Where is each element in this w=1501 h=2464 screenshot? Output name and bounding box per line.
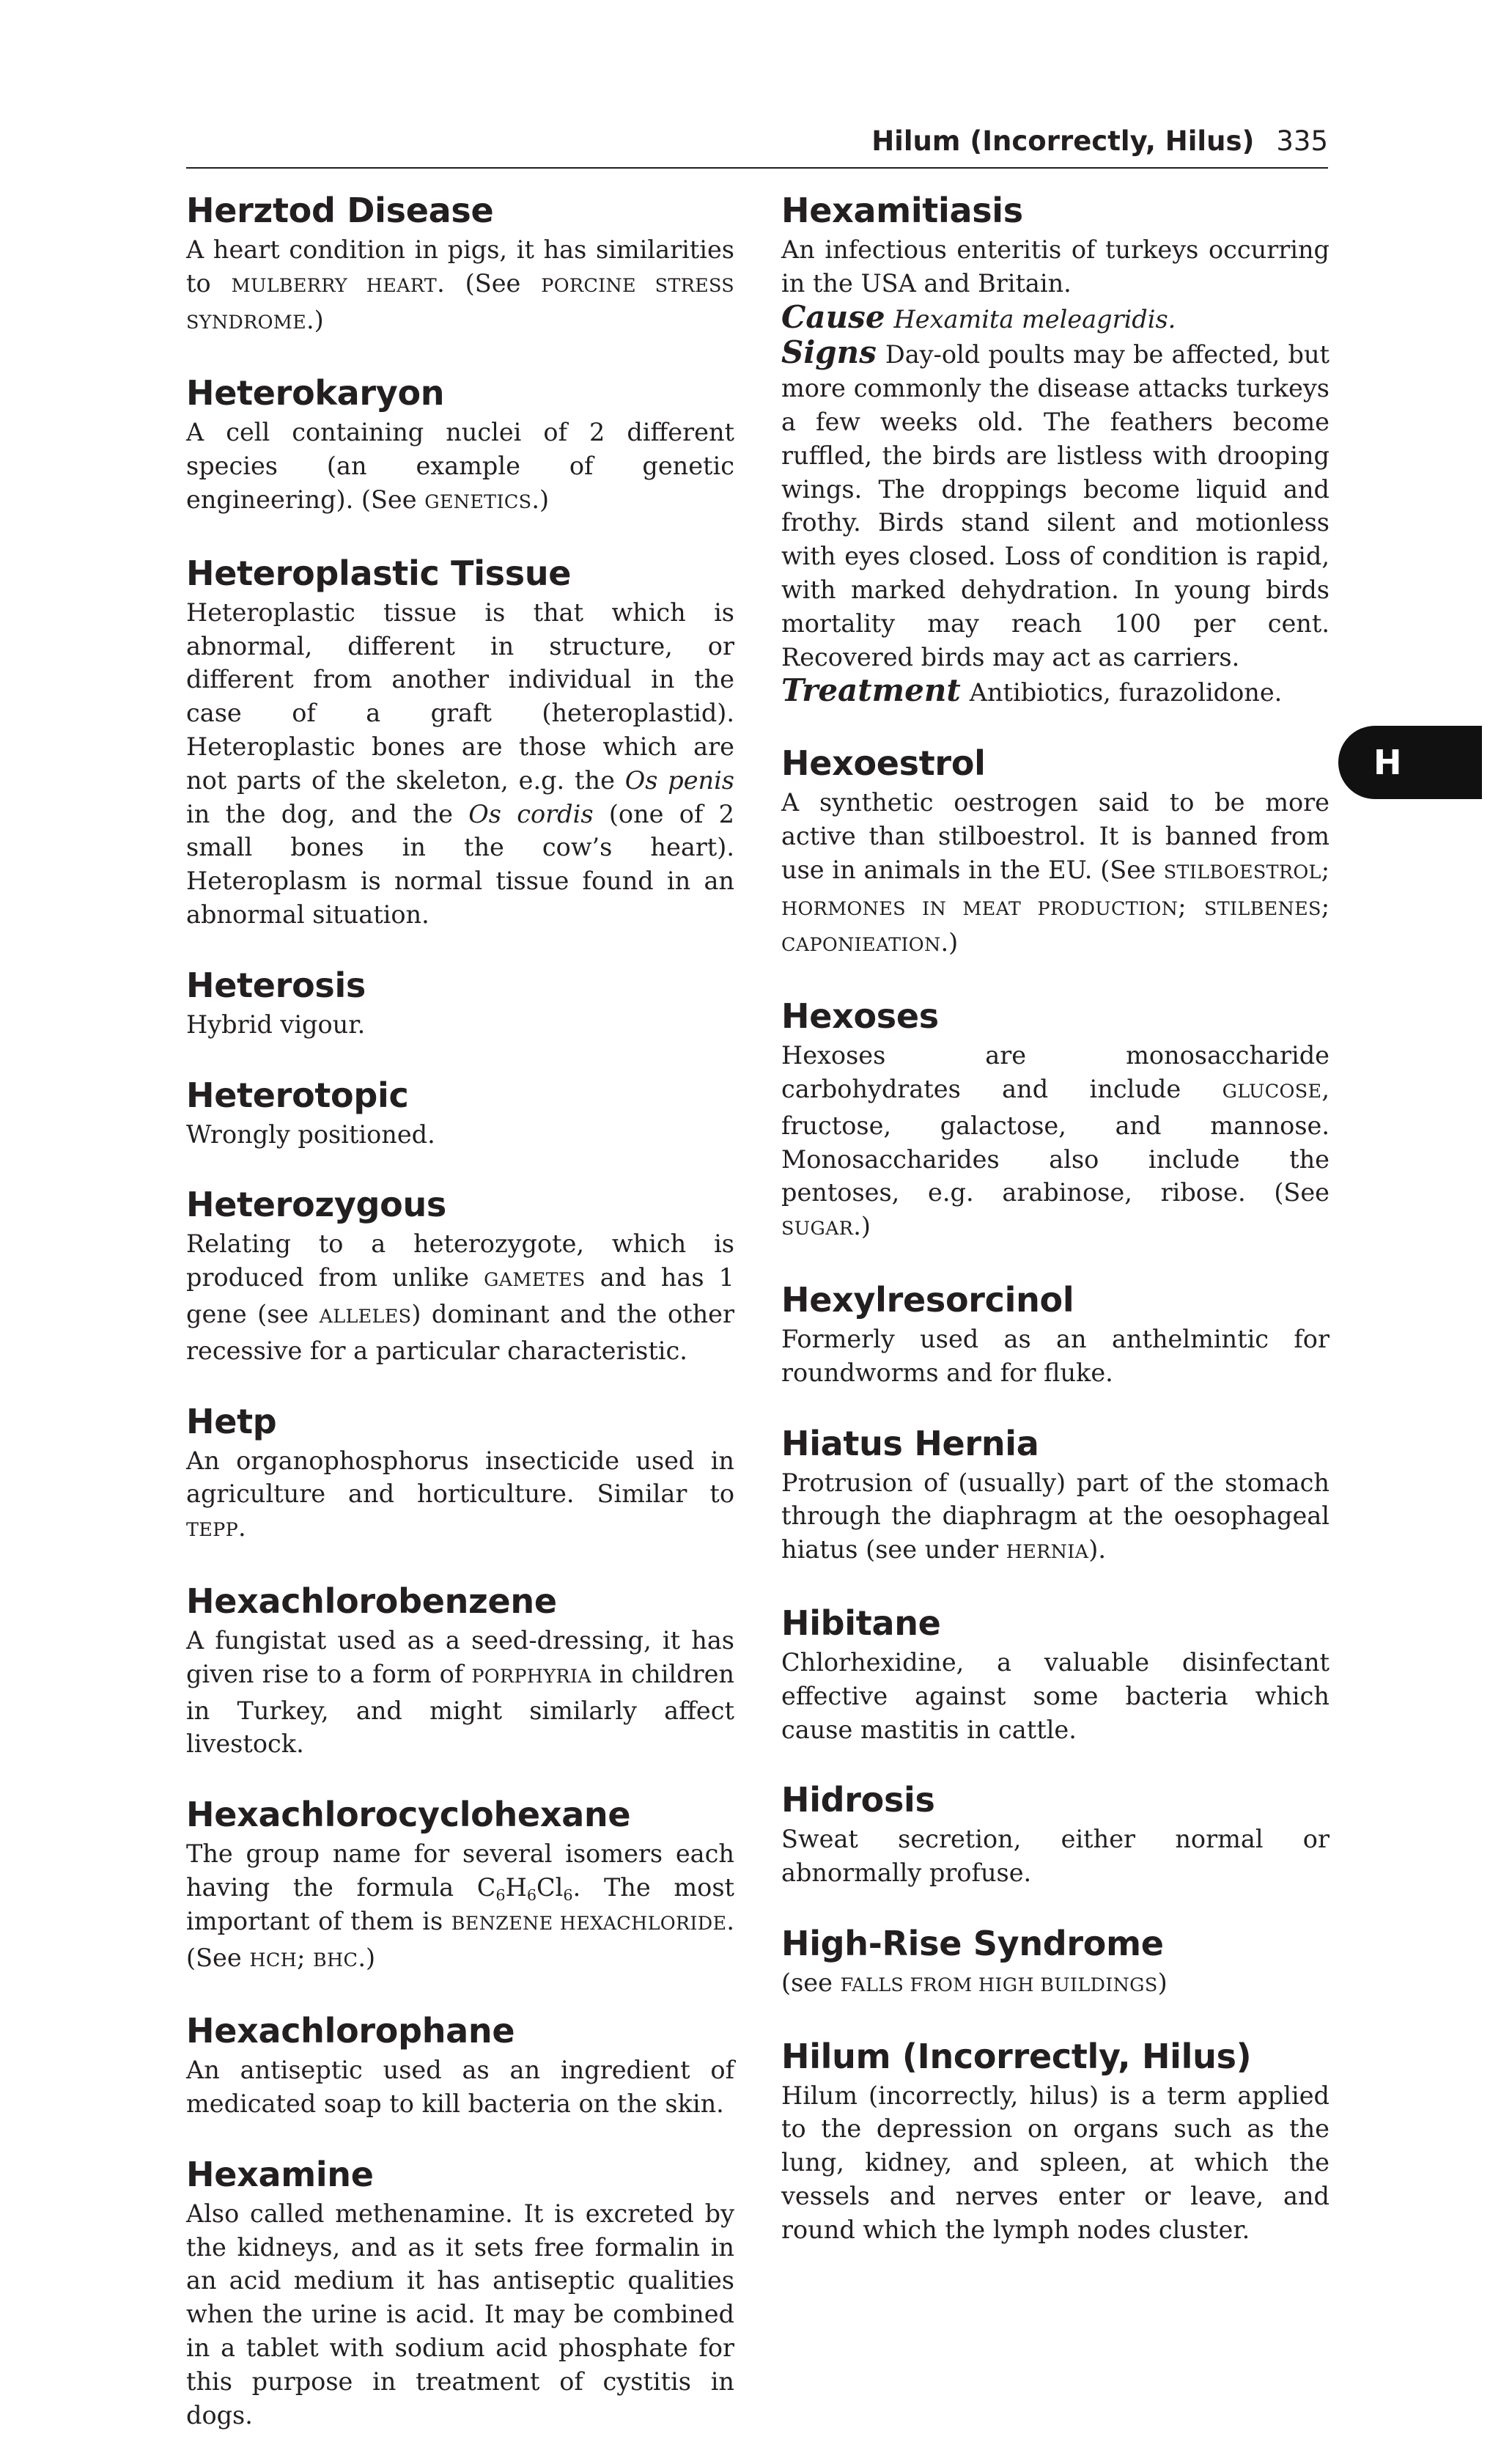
entry-definition: A fungistat used as a seed-dressing, it has given rise to a form of PORPHYRIA in children in Turkey, and might similarly affect livestock. [186, 1625, 735, 1759]
cross-reference: SUGAR [781, 1218, 854, 1240]
entry-heterotopic [186, 1074, 734, 1152]
entry-definition: Protrusion of (usually) part of the stomach through the diaphragm at the oesophageal hiatus (see under HERNIA). [781, 1468, 1329, 1564]
cross-reference: ALLELES [319, 1305, 412, 1328]
treatment-label: Treatment [781, 672, 961, 709]
header-rule [186, 167, 1328, 169]
right-column [781, 189, 1329, 2279]
cross-reference: FALLS FROM HIGH BUILDINGS [840, 1974, 1158, 1996]
left-column [186, 189, 734, 2464]
entry-headword: Hidrosis [781, 1780, 935, 1820]
entry-definition: Hybrid vigour. [186, 1009, 366, 1039]
entry-headword: Hexachlorophane [186, 2011, 515, 2051]
entry-heteroplastic-tissue [186, 552, 734, 932]
entry-high-rise-syndrome [781, 1922, 1329, 2003]
entry-definition: An infectious enteritis of turkeys occurring in the USA and Britain. [781, 235, 1329, 298]
entry-headword: Hibitane [781, 1603, 941, 1643]
entry-hexachlorocyclohexane [186, 1793, 734, 1977]
cross-reference: HERNIA [1006, 1541, 1089, 1564]
entry-definition: A cell containing nuclei of 2 different species (an example of genetic engineering). (See GENETICS.) [186, 418, 734, 514]
entry-headword: Hexachlorobenzene [186, 1581, 557, 1621]
entry-headword: Hilum (Incorrectly, Hilus) [781, 2036, 1252, 2076]
entry-hexachlorobenzene [186, 1580, 734, 1761]
entry-hexamitiasis [781, 189, 1329, 710]
latin-term: Os cordis [468, 799, 594, 828]
entry-headword: Hexamine [186, 2154, 374, 2194]
cross-reference: BENZENE HEXACHLORIDE [451, 1912, 727, 1935]
entry-hexoses [781, 995, 1329, 1246]
page-number: 335 [1276, 125, 1328, 157]
cross-reference: CAPONIEATION [781, 934, 941, 957]
entry-definition: Also called methenamine. It is excreted by the kidneys, and as it sets free formalin in an acid medium it has antiseptic qualities when the urine is acid. It may be combined in a tablet with sodium acid phosphate for this purpose in treatment of cystitis in dogs. [186, 2199, 734, 2430]
cause-label: Cause [781, 298, 885, 335]
entry-heterokaryon [186, 372, 734, 519]
cross-reference: STILBOESTROL [1163, 861, 1321, 883]
entry-hibitane [781, 1602, 1329, 1746]
entry-hiatus-hernia [781, 1422, 1329, 1570]
thumb-index-letter: H [1373, 743, 1402, 782]
cross-reference: BHC [313, 1949, 358, 1971]
entry-definition: Hilum (incorrectly, hilus) is a term applied to the depression on organs such as the lung, kidney, and spleen, at which the vessels and nerves enter or leave, and round which the lymph nodes cluster. [781, 2081, 1329, 2244]
entry-definition: Hexoses are monosaccharide carbohydrates and include GLUCOSE, fructose, galactose, and mannose. Monosaccharides also include the pentoses, e.g. arabinose, ribose. (See SUGAR.) [781, 1041, 1329, 1241]
entry-headword: Hexoses [781, 996, 939, 1037]
cross-reference: GLUCOSE [1222, 1080, 1322, 1103]
cross-reference: MULBERRY HEART [231, 274, 438, 297]
cross-reference: GENETICS [424, 490, 532, 513]
entry-hetp [186, 1400, 734, 1548]
entry-headword: Hiatus Hernia [781, 1423, 1039, 1463]
entry-hexylresorcinol [781, 1279, 1329, 1390]
cross-reference: PORCINE STRESS SYNDROME [186, 274, 734, 334]
entry-definition: Formerly used as an anthelmintic for roundworms and for fluke. [781, 1324, 1329, 1387]
treatment-section [781, 674, 1329, 710]
entry-headword: Hexachlorocyclohexane [186, 1795, 631, 1835]
cross-reference: HORMONES IN MEAT PRODUCTION [781, 897, 1179, 920]
entry-headword: Hexylresorcinol [781, 1279, 1074, 1320]
entry-definition: A heart condition in pigs, it has similarities to MULBERRY HEART. (See PORCINE STRESS SYNDROME.) [186, 235, 734, 334]
entry-definition: (see FALLS FROM HIGH BUILDINGS) [781, 1968, 1168, 1997]
entry-hidrosis [781, 1779, 1329, 1890]
entry-headword: Heterosis [186, 965, 366, 1005]
entry-hexamine [186, 2153, 734, 2432]
cross-reference: PORPHYRIA [471, 1665, 591, 1688]
entry-definition: Chlorhexidine, a valuable disinfectant effective against some bacteria which cause mastitis in cattle. [781, 1647, 1329, 1744]
cross-reference: GAMETES [484, 1269, 586, 1292]
signs-label: Signs [781, 334, 877, 371]
entry-headword: Heteroplastic Tissue [186, 553, 572, 593]
running-head-title: Hilum (Incorrectly, Hilus) [871, 125, 1255, 157]
entry-headword: Herztod Disease [186, 191, 494, 230]
entry-headword: Heterokaryon [186, 373, 445, 413]
entry-headword: Hetp [186, 1401, 277, 1441]
signs-section [781, 336, 1329, 674]
entry-headword: Hexamitiasis [781, 191, 1023, 230]
entry-definition: The group name for several isomers each having the formula $C_6H_6Cl_6$. The most important of them is BENZENE HEXACHLORIDE. (See HCH; BHC.) [186, 1839, 734, 1972]
entry-headword: Heterotopic [186, 1075, 409, 1115]
entry-hexoestrol [781, 742, 1329, 963]
entry-heterozygous [186, 1183, 734, 1367]
entry-definition: Relating to a heterozygote, which is produced from unlike GAMETES and has 1 gene (see ALLELES) dominant and the other recessive for a particular characteristic. [186, 1229, 734, 1365]
treatment-text: Antibiotics, furazolidone. [969, 678, 1283, 707]
running-head [188, 123, 1328, 160]
entry-hexachlorophane [186, 2009, 734, 2121]
entry-heterosis [186, 964, 734, 1042]
entry-headword: Hexoestrol [781, 743, 986, 784]
entry-definition: An antiseptic used as an ingredient of medicated soap to kill bacteria on the skin. [186, 2056, 734, 2119]
entry-definition: A synthetic oestrogen said to be more active than stilboestrol. It is banned from use in animals in the EU. (See STILBOESTROL; HORMONES IN MEAT PRODUCTION; STILBENES; CAPONIEATION.) [781, 788, 1329, 957]
entry-herztod-disease [186, 189, 734, 339]
entry-hilum [781, 2035, 1329, 2247]
entry-headword: High-Rise Syndrome [781, 1923, 1164, 1963]
entry-definition: An organophosphorus insecticide used in agriculture and horticulture. Similar to TEPP. [186, 1446, 734, 1542]
cross-reference: STILBENES [1204, 897, 1321, 920]
latin-term: Os penis [624, 765, 734, 795]
entry-headword: Heterozygous [186, 1185, 446, 1225]
entry-definition: Sweat secretion, either normal or abnormally profuse. [781, 1825, 1329, 1888]
signs-text: Day-old poults may be affected, but more commonly the disease attacks turkeys a few weeks old. The feathers become ruffled, the birds are listless with drooping wings. The droppings become liquid and frothy. Birds stand silent and motionless with eyes closed. Loss of condition is rapid, with marked dehydration. In young birds mortality may reach 100 per cent. Recovered birds may act as carriers. [781, 340, 1329, 672]
cross-reference: HCH [249, 1949, 298, 1971]
entry-definition: Heteroplastic tissue is that which is abnormal, different in structure, or different from another individual in the case of a graft (heteroplastid). Heteroplastic bones are those which are not parts of the skeleton, e.g. the Os penis in the dog, and the Os cordis (one of 2 small bones in the cow’s heart). Heteroplasm is normal tissue found in an abnormal situation. [186, 597, 734, 929]
cause-section [781, 298, 1329, 336]
cross-reference: TEPP [186, 1519, 239, 1542]
cause-text: Hexamita meleagridis. [893, 304, 1176, 334]
thumb-index-tab [1338, 726, 1482, 799]
entry-definition: Wrongly positioned. [186, 1119, 435, 1149]
